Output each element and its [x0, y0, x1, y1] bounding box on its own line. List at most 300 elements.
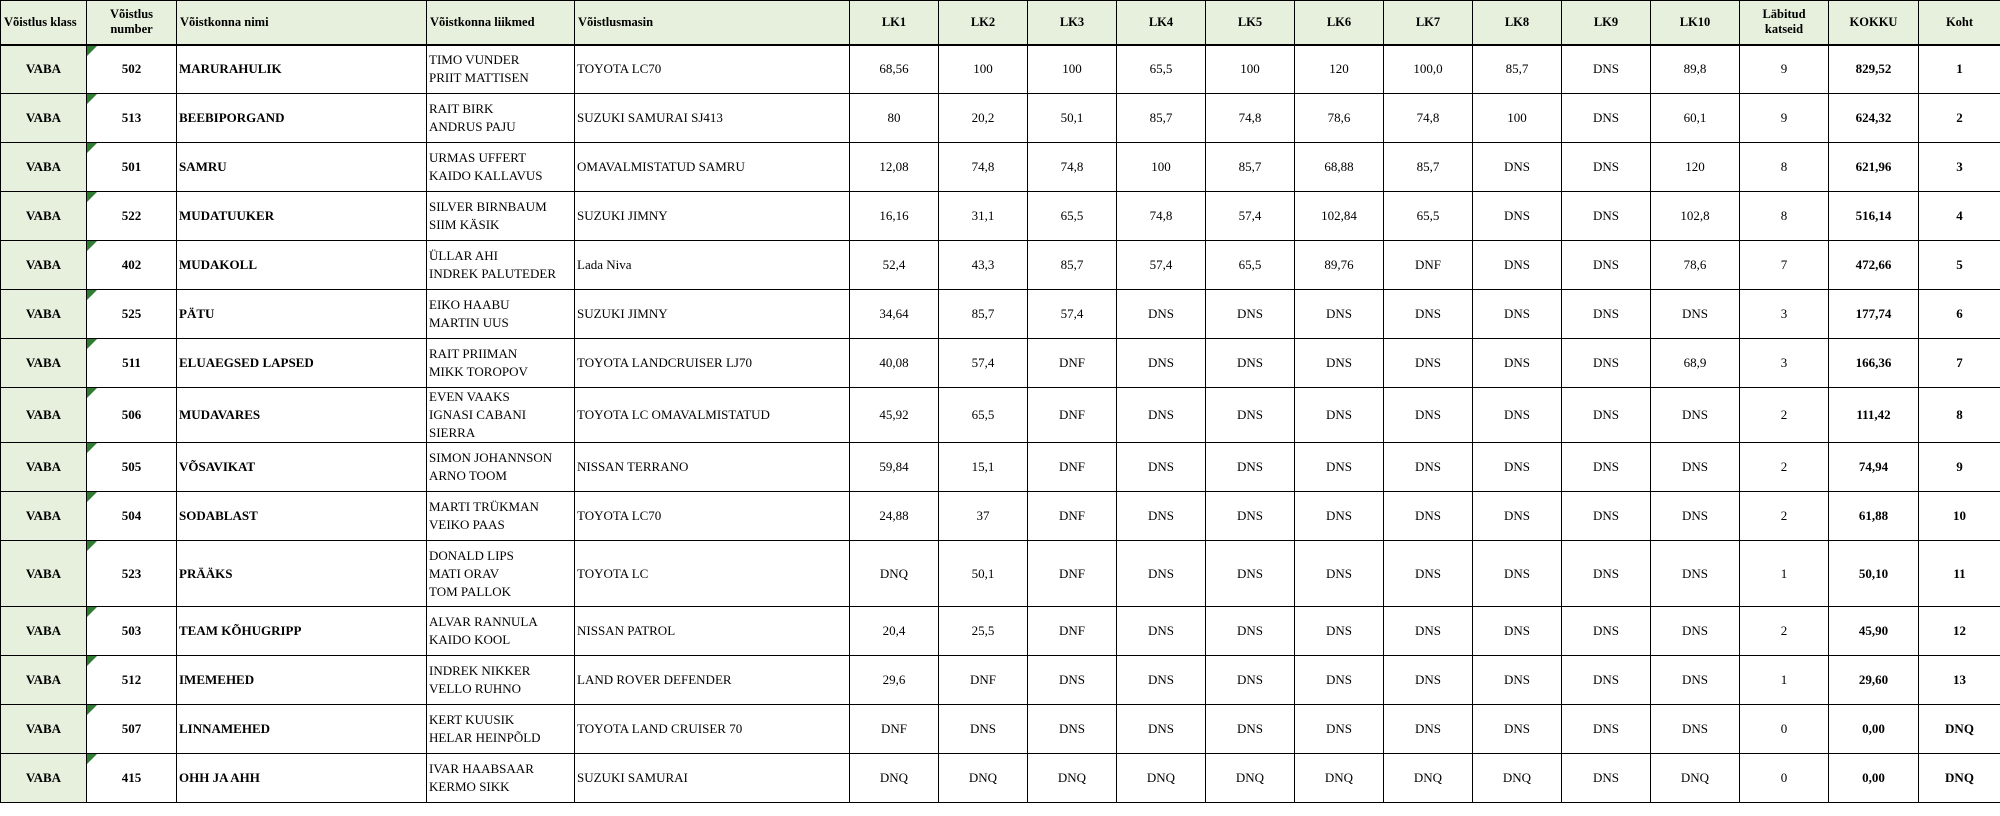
table-row — [1, 754, 2000, 803]
cell-lk10: DNS — [1651, 607, 1740, 656]
cell-lk2: DNF — [939, 656, 1028, 705]
cell-koht: 10 — [1919, 492, 2000, 541]
cell-lk9: DNS — [1562, 94, 1651, 143]
cell-team-name: PÄTU — [177, 290, 427, 339]
cell-klass: VABA — [1, 754, 87, 803]
cell-vehicle: SUZUKI SAMURAI SJ413 — [575, 94, 850, 143]
cell-lk1: 40,08 — [850, 339, 939, 388]
cell-lk3: DNF — [1028, 541, 1117, 607]
cell-kokku: 111,42 — [1829, 388, 1919, 443]
member-name: IGNASI CABANI SIERRA — [429, 407, 527, 440]
cell-lk3: 57,4 — [1028, 290, 1117, 339]
table-row — [1, 492, 2000, 541]
header-nimi: Võistkonna nimi — [177, 1, 427, 45]
cell-team-name: ELUAEGSED LAPSED — [177, 339, 427, 388]
member-name: ARNO TOOM — [429, 468, 507, 483]
cell-koht: DNQ — [1919, 754, 2000, 803]
cell-lk4: 65,5 — [1117, 45, 1206, 94]
cell-team-name: IMEMEHED — [177, 656, 427, 705]
cell-lk8: DNS — [1473, 492, 1562, 541]
cell-lk9: DNS — [1562, 754, 1651, 803]
member-name: KERMO SIKK — [429, 779, 510, 794]
cell-lk5: DNS — [1206, 656, 1295, 705]
cell-klass: VABA — [1, 45, 87, 94]
cell-lk3: 85,7 — [1028, 241, 1117, 290]
cell-labitud: 1 — [1740, 541, 1829, 607]
member-name: TOM PALLOK — [429, 583, 511, 599]
cell-lk10: 102,8 — [1651, 192, 1740, 241]
cell-lk9: DNS — [1562, 705, 1651, 754]
cell-lk7: DNF — [1384, 241, 1473, 290]
cell-kokku: 829,52 — [1829, 45, 1919, 94]
cell-lk9: DNS — [1562, 388, 1651, 443]
member-name: SIIM KÄSIK — [429, 217, 500, 232]
cell-members — [427, 339, 575, 388]
cell-lk7: DNS — [1384, 339, 1473, 388]
member-name: HELAR HEINPÕLD — [429, 730, 541, 745]
cell-lk7: DNS — [1384, 607, 1473, 656]
cell-lk3: 65,5 — [1028, 192, 1117, 241]
cell-lk2: 43,3 — [939, 241, 1028, 290]
member-name: RAIT PRIIMAN — [429, 346, 518, 361]
table-row — [1, 607, 2000, 656]
cell-team-name: MUDAKOLL — [177, 241, 427, 290]
cell-lk8: DNS — [1473, 339, 1562, 388]
cell-members — [427, 192, 575, 241]
cell-lk8: DNS — [1473, 443, 1562, 492]
cell-lk7: DNS — [1384, 443, 1473, 492]
cell-lk6: DNS — [1295, 492, 1384, 541]
header-labitud-line1: Läbitud — [1762, 7, 1806, 22]
cell-lk1: 29,6 — [850, 656, 939, 705]
member-name: ÜLLAR AHI — [429, 248, 498, 263]
cell-members — [427, 443, 575, 492]
cell-labitud: 2 — [1740, 607, 1829, 656]
cell-lk3: 100 — [1028, 45, 1117, 94]
cell-lk9: DNS — [1562, 339, 1651, 388]
cell-members — [427, 754, 575, 803]
cell-vehicle: NISSAN TERRANO — [575, 443, 850, 492]
cell-labitud: 2 — [1740, 443, 1829, 492]
header-labitud — [1740, 1, 1829, 45]
member-name: VEIKO PAAS — [429, 517, 505, 532]
cell-kokku: 50,10 — [1829, 541, 1919, 607]
cell-klass: VABA — [1, 541, 87, 607]
header-nr-line2: number — [110, 22, 153, 37]
cell-lk3: DNF — [1028, 339, 1117, 388]
header-nr — [87, 1, 177, 45]
cell-team-name: TEAM KÕHUGRIPP — [177, 607, 427, 656]
cell-klass: VABA — [1, 241, 87, 290]
cell-labitud: 0 — [1740, 754, 1829, 803]
cell-lk7: DNS — [1384, 541, 1473, 607]
member-name: DONALD LIPS — [429, 547, 514, 563]
cell-lk4: 74,8 — [1117, 192, 1206, 241]
cell-number: 505 — [87, 443, 177, 492]
cell-lk2: 20,2 — [939, 94, 1028, 143]
cell-lk5: DNS — [1206, 443, 1295, 492]
member-name: SILVER BIRNBAUM — [429, 199, 547, 214]
cell-lk8: 85,7 — [1473, 45, 1562, 94]
cell-lk2: DNQ — [939, 754, 1028, 803]
cell-lk1: 34,64 — [850, 290, 939, 339]
cell-lk10: 68,9 — [1651, 339, 1740, 388]
cell-lk5: DNS — [1206, 339, 1295, 388]
cell-lk1: DNF — [850, 705, 939, 754]
cell-koht: 2 — [1919, 94, 2000, 143]
cell-lk9: DNS — [1562, 656, 1651, 705]
cell-number: 415 — [87, 754, 177, 803]
cell-lk9: DNS — [1562, 607, 1651, 656]
cell-lk3: 50,1 — [1028, 94, 1117, 143]
cell-number: 511 — [87, 339, 177, 388]
header-koht: Koht — [1919, 1, 2000, 45]
cell-koht: 5 — [1919, 241, 2000, 290]
cell-kokku: 624,32 — [1829, 94, 1919, 143]
cell-lk4: DNS — [1117, 339, 1206, 388]
cell-number: 503 — [87, 607, 177, 656]
cell-kokku: 29,60 — [1829, 656, 1919, 705]
header-klass: Võistlus klass — [1, 1, 87, 45]
cell-lk3: DNF — [1028, 607, 1117, 656]
cell-lk1: 24,88 — [850, 492, 939, 541]
cell-team-name: VÕSAVIKAT — [177, 443, 427, 492]
header-lk5: LK5 — [1206, 1, 1295, 45]
cell-lk6: DNS — [1295, 541, 1384, 607]
cell-number: 513 — [87, 94, 177, 143]
cell-labitud: 8 — [1740, 192, 1829, 241]
cell-lk5: 85,7 — [1206, 143, 1295, 192]
cell-team-name: LINNAMEHED — [177, 705, 427, 754]
cell-koht: 13 — [1919, 656, 2000, 705]
cell-lk10: DNS — [1651, 541, 1740, 607]
cell-klass: VABA — [1, 94, 87, 143]
member-name: KAIDO KOOL — [429, 632, 511, 647]
cell-lk9: DNS — [1562, 241, 1651, 290]
member-name: ALVAR RANNULA — [429, 614, 538, 629]
cell-number: 522 — [87, 192, 177, 241]
member-name: MARTIN UUS — [429, 315, 509, 330]
header-lk2: LK2 — [939, 1, 1028, 45]
table-row — [1, 541, 2000, 607]
cell-lk8: DNS — [1473, 290, 1562, 339]
cell-lk2: 74,8 — [939, 143, 1028, 192]
cell-number: 502 — [87, 45, 177, 94]
cell-lk6: DNS — [1295, 388, 1384, 443]
header-kokku: KOKKU — [1829, 1, 1919, 45]
cell-klass: VABA — [1, 388, 87, 443]
cell-klass: VABA — [1, 143, 87, 192]
cell-lk5: DNS — [1206, 541, 1295, 607]
header-lk6: LK6 — [1295, 1, 1384, 45]
cell-lk1: DNQ — [850, 754, 939, 803]
cell-number: 506 — [87, 388, 177, 443]
table-row — [1, 339, 2000, 388]
cell-team-name: MARURAHULIK — [177, 45, 427, 94]
cell-lk6: DNS — [1295, 656, 1384, 705]
cell-members — [427, 241, 575, 290]
cell-lk8: DNQ — [1473, 754, 1562, 803]
cell-lk4: DNS — [1117, 290, 1206, 339]
member-name: TIMO VUNDER — [429, 52, 520, 68]
cell-kokku: 0,00 — [1829, 705, 1919, 754]
cell-team-name: PRÄÄKS — [177, 541, 427, 607]
cell-lk7: DNS — [1384, 388, 1473, 443]
cell-kokku: 0,00 — [1829, 754, 1919, 803]
cell-number: 501 — [87, 143, 177, 192]
cell-lk8: DNS — [1473, 241, 1562, 290]
cell-kokku: 166,36 — [1829, 339, 1919, 388]
table-row — [1, 656, 2000, 705]
table-row — [1, 241, 2000, 290]
cell-lk9: DNS — [1562, 45, 1651, 94]
cell-vehicle: SUZUKI JIMNY — [575, 290, 850, 339]
cell-lk5: DNS — [1206, 388, 1295, 443]
cell-lk7: DNQ — [1384, 754, 1473, 803]
cell-lk4: DNS — [1117, 607, 1206, 656]
cell-number: 525 — [87, 290, 177, 339]
cell-lk5: 57,4 — [1206, 192, 1295, 241]
cell-kokku: 516,14 — [1829, 192, 1919, 241]
cell-lk10: DNS — [1651, 443, 1740, 492]
cell-lk5: DNS — [1206, 492, 1295, 541]
cell-lk3: 74,8 — [1028, 143, 1117, 192]
cell-lk10: 120 — [1651, 143, 1740, 192]
cell-lk10: DNS — [1651, 656, 1740, 705]
cell-lk6: 78,6 — [1295, 94, 1384, 143]
member-name: ANDRUS PAJU — [429, 119, 516, 134]
cell-lk8: DNS — [1473, 541, 1562, 607]
member-name: RAIT BIRK — [429, 101, 494, 116]
cell-kokku: 621,96 — [1829, 143, 1919, 192]
cell-lk6: DNS — [1295, 339, 1384, 388]
cell-lk1: 20,4 — [850, 607, 939, 656]
cell-lk7: 100,0 — [1384, 45, 1473, 94]
cell-vehicle: TOYOTA LANDCRUISER LJ70 — [575, 339, 850, 388]
table-row — [1, 94, 2000, 143]
cell-members — [427, 290, 575, 339]
cell-lk2: 50,1 — [939, 541, 1028, 607]
cell-klass: VABA — [1, 192, 87, 241]
cell-lk7: DNS — [1384, 656, 1473, 705]
cell-team-name: SODABLAST — [177, 492, 427, 541]
cell-members — [427, 656, 575, 705]
cell-lk8: DNS — [1473, 192, 1562, 241]
cell-lk2: 100 — [939, 45, 1028, 94]
cell-lk6: DNS — [1295, 290, 1384, 339]
cell-labitud: 8 — [1740, 143, 1829, 192]
cell-vehicle: TOYOTA LC70 — [575, 45, 850, 94]
cell-kokku: 45,90 — [1829, 607, 1919, 656]
cell-kokku: 472,66 — [1829, 241, 1919, 290]
cell-koht: 1 — [1919, 45, 2000, 94]
header-lk8: LK8 — [1473, 1, 1562, 45]
cell-lk5: DNS — [1206, 705, 1295, 754]
cell-lk2: 85,7 — [939, 290, 1028, 339]
cell-number: 507 — [87, 705, 177, 754]
member-name: MIKK TOROPOV — [429, 364, 528, 379]
cell-lk4: DNS — [1117, 705, 1206, 754]
cell-members — [427, 607, 575, 656]
cell-team-name: BEEBIPORGAND — [177, 94, 427, 143]
cell-lk10: DNS — [1651, 290, 1740, 339]
header-lk10: LK10 — [1651, 1, 1740, 45]
cell-lk3: DNS — [1028, 656, 1117, 705]
cell-lk7: DNS — [1384, 705, 1473, 754]
cell-lk1: 16,16 — [850, 192, 939, 241]
cell-team-name: MUDATUUKER — [177, 192, 427, 241]
header-labitud-line2: katseid — [1764, 22, 1804, 37]
cell-labitud: 2 — [1740, 492, 1829, 541]
cell-lk4: 85,7 — [1117, 94, 1206, 143]
cell-labitud: 0 — [1740, 705, 1829, 754]
cell-team-name: SAMRU — [177, 143, 427, 192]
cell-lk5: DNS — [1206, 607, 1295, 656]
cell-number: 512 — [87, 656, 177, 705]
cell-lk10: DNS — [1651, 492, 1740, 541]
cell-lk2: DNS — [939, 705, 1028, 754]
cell-lk3: DNF — [1028, 388, 1117, 443]
cell-members — [427, 705, 575, 754]
cell-team-name: OHH JA AHH — [177, 754, 427, 803]
cell-koht: 4 — [1919, 192, 2000, 241]
header-liikmed: Võistkonna liikmed — [427, 1, 575, 45]
header-lk1: LK1 — [850, 1, 939, 45]
cell-number: 523 — [87, 541, 177, 607]
cell-vehicle: LAND ROVER DEFENDER — [575, 656, 850, 705]
cell-number: 402 — [87, 241, 177, 290]
cell-lk1: 80 — [850, 94, 939, 143]
cell-lk10: DNS — [1651, 705, 1740, 754]
member-name: MARTI TRÜKMAN — [429, 499, 539, 514]
member-name: VELLO RUHNO — [429, 681, 522, 696]
results-body — [1, 45, 2000, 803]
cell-lk6: DNS — [1295, 607, 1384, 656]
cell-kokku: 61,88 — [1829, 492, 1919, 541]
cell-vehicle: TOYOTA LAND CRUISER 70 — [575, 705, 850, 754]
member-name: SIMON JOHANNSON — [429, 450, 553, 465]
cell-lk4: DNS — [1117, 443, 1206, 492]
cell-members — [427, 541, 575, 607]
cell-koht: DNQ — [1919, 705, 2000, 754]
table-row — [1, 290, 2000, 339]
cell-klass: VABA — [1, 607, 87, 656]
cell-lk7: DNS — [1384, 492, 1473, 541]
cell-lk1: 68,56 — [850, 45, 939, 94]
table-row — [1, 705, 2000, 754]
cell-klass: VABA — [1, 705, 87, 754]
cell-vehicle: NISSAN PATROL — [575, 607, 850, 656]
cell-koht: 3 — [1919, 143, 2000, 192]
cell-lk7: 65,5 — [1384, 192, 1473, 241]
cell-lk2: 31,1 — [939, 192, 1028, 241]
cell-klass: VABA — [1, 290, 87, 339]
cell-lk2: 25,5 — [939, 607, 1028, 656]
cell-lk5: 100 — [1206, 45, 1295, 94]
cell-members — [427, 94, 575, 143]
cell-lk6: DNQ — [1295, 754, 1384, 803]
cell-klass: VABA — [1, 656, 87, 705]
cell-lk7: 74,8 — [1384, 94, 1473, 143]
cell-lk4: DNS — [1117, 492, 1206, 541]
cell-lk8: DNS — [1473, 143, 1562, 192]
cell-members — [427, 492, 575, 541]
cell-lk2: 15,1 — [939, 443, 1028, 492]
header-lk4: LK4 — [1117, 1, 1206, 45]
header-masin: Võistlusmasin — [575, 1, 850, 45]
cell-lk4: DNQ — [1117, 754, 1206, 803]
cell-vehicle: OMAVALMISTATUD SAMRU — [575, 143, 850, 192]
cell-lk5: 74,8 — [1206, 94, 1295, 143]
cell-lk8: DNS — [1473, 656, 1562, 705]
cell-labitud: 2 — [1740, 388, 1829, 443]
cell-lk4: DNS — [1117, 656, 1206, 705]
cell-lk6: 89,76 — [1295, 241, 1384, 290]
cell-lk10: 89,8 — [1651, 45, 1740, 94]
header-nr-line1: Võistlus — [109, 7, 154, 22]
cell-lk6: 102,84 — [1295, 192, 1384, 241]
cell-number: 504 — [87, 492, 177, 541]
cell-lk1: DNQ — [850, 541, 939, 607]
cell-lk10: DNQ — [1651, 754, 1740, 803]
cell-lk3: DNF — [1028, 492, 1117, 541]
cell-klass: VABA — [1, 492, 87, 541]
table-row — [1, 443, 2000, 492]
cell-lk9: DNS — [1562, 492, 1651, 541]
cell-lk8: DNS — [1473, 705, 1562, 754]
cell-lk3: DNF — [1028, 443, 1117, 492]
cell-members — [427, 45, 575, 94]
cell-lk9: DNS — [1562, 143, 1651, 192]
cell-lk2: 65,5 — [939, 388, 1028, 443]
cell-labitud: 9 — [1740, 45, 1829, 94]
member-name: KERT KUUSIK — [429, 712, 515, 727]
header-lk9: LK9 — [1562, 1, 1651, 45]
member-name: EVEN VAAKS — [429, 389, 510, 404]
member-name: INDREK PALUTEDER — [429, 266, 556, 281]
cell-lk2: 37 — [939, 492, 1028, 541]
cell-lk7: DNS — [1384, 290, 1473, 339]
cell-vehicle: SUZUKI SAMURAI — [575, 754, 850, 803]
cell-vehicle: Lada Niva — [575, 241, 850, 290]
cell-lk10: 78,6 — [1651, 241, 1740, 290]
cell-lk1: 45,92 — [850, 388, 939, 443]
cell-lk7: 85,7 — [1384, 143, 1473, 192]
cell-lk8: DNS — [1473, 388, 1562, 443]
cell-labitud: 9 — [1740, 94, 1829, 143]
cell-koht: 8 — [1919, 388, 2000, 443]
member-name: EIKO HAABU — [429, 297, 510, 312]
cell-kokku: 177,74 — [1829, 290, 1919, 339]
cell-vehicle: TOYOTA LC70 — [575, 492, 850, 541]
cell-koht: 7 — [1919, 339, 2000, 388]
table-row — [1, 143, 2000, 192]
cell-lk9: DNS — [1562, 541, 1651, 607]
header-lk7: LK7 — [1384, 1, 1473, 45]
table-row — [1, 45, 2000, 94]
member-name: MATI ORAV — [429, 565, 500, 581]
cell-lk9: DNS — [1562, 192, 1651, 241]
member-name: INDREK NIKKER — [429, 663, 531, 678]
cell-lk8: 100 — [1473, 94, 1562, 143]
cell-lk6: 120 — [1295, 45, 1384, 94]
cell-lk1: 12,08 — [850, 143, 939, 192]
header-lk3: LK3 — [1028, 1, 1117, 45]
cell-koht: 12 — [1919, 607, 2000, 656]
cell-lk3: DNS — [1028, 705, 1117, 754]
cell-vehicle: TOYOTA LC OMAVALMISTATUD — [575, 388, 850, 443]
member-name: URMAS UFFERT — [429, 150, 527, 165]
